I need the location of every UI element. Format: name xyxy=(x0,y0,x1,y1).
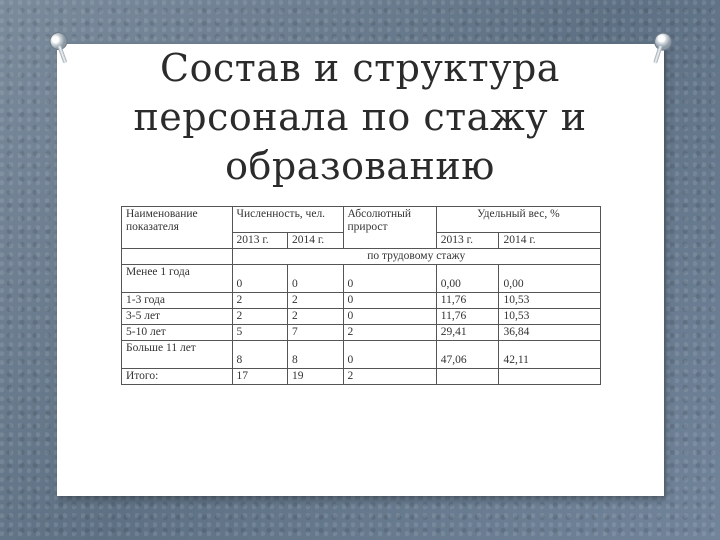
cell-count-2014: 2 xyxy=(288,309,344,325)
cell-absolute: 0 xyxy=(343,309,436,325)
header-share-2014: 2014 г. xyxy=(499,233,601,249)
header-share-2013: 2013 г. xyxy=(436,233,499,249)
cell-count-2013: 2 xyxy=(232,309,288,325)
row-name: 5-10 лет xyxy=(122,325,233,341)
header-absolute-growth: Абсолютный прирост xyxy=(343,207,436,249)
cell-absolute: 2 xyxy=(343,325,436,341)
cell-share-2014: 36,84 xyxy=(499,325,601,341)
cell-absolute: 0 xyxy=(343,293,436,309)
table-row xyxy=(122,265,601,293)
row-name: Больше 11 лет xyxy=(122,341,233,369)
title-line-3: образованию xyxy=(225,144,495,188)
section-label: по трудовому стажу xyxy=(232,249,600,265)
cell-count-2014: 0 xyxy=(288,265,344,293)
row-name: Итого: xyxy=(122,369,233,385)
cell-share-2014: 0,00 xyxy=(499,265,601,293)
cell-absolute: 0 xyxy=(343,265,436,293)
header-headcount-2014: 2014 г. xyxy=(288,233,344,249)
cell-count-2014: 19 xyxy=(288,369,344,385)
cell-count-2013: 0 xyxy=(232,265,288,293)
cell-share-2013 xyxy=(436,369,499,385)
cell-share-2014: 10,53 xyxy=(499,309,601,325)
header-headcount: Численность, чел. xyxy=(232,207,343,233)
row-name: 3-5 лет xyxy=(122,309,233,325)
table-row xyxy=(122,341,601,369)
table-row xyxy=(122,309,601,325)
staff-structure-table xyxy=(121,206,601,385)
table-row xyxy=(122,325,601,341)
header-share: Удельный вес, % xyxy=(436,207,600,233)
section-spacer xyxy=(122,249,233,265)
title-line-2: персонала по стажу и xyxy=(133,95,587,139)
cell-share-2013: 11,76 xyxy=(436,293,499,309)
cell-count-2013: 5 xyxy=(232,325,288,341)
table-row xyxy=(122,293,601,309)
cell-absolute: 2 xyxy=(343,369,436,385)
row-name: 1-3 года xyxy=(122,293,233,309)
cell-share-2014: 42,11 xyxy=(499,341,601,369)
cell-absolute: 0 xyxy=(343,341,436,369)
table-row-total xyxy=(122,369,601,385)
cell-count-2013: 2 xyxy=(232,293,288,309)
cell-count-2013: 8 xyxy=(232,341,288,369)
row-name: Менее 1 года xyxy=(122,265,233,293)
cell-count-2013: 17 xyxy=(232,369,288,385)
cell-share-2013: 29,41 xyxy=(436,325,499,341)
cell-share-2013: 47,06 xyxy=(436,341,499,369)
cell-share-2014: 10,53 xyxy=(499,293,601,309)
cell-share-2013: 0,00 xyxy=(436,265,499,293)
cell-count-2014: 2 xyxy=(288,293,344,309)
cell-count-2014: 7 xyxy=(288,325,344,341)
cell-count-2014: 8 xyxy=(288,341,344,369)
header-indicator: Наименование показателя xyxy=(122,207,233,249)
cell-share-2014 xyxy=(499,369,601,385)
title-line-1: Состав и структура xyxy=(160,46,560,90)
header-headcount-2013: 2013 г. xyxy=(232,233,288,249)
cell-share-2013: 11,76 xyxy=(436,309,499,325)
slide-title xyxy=(0,44,720,191)
